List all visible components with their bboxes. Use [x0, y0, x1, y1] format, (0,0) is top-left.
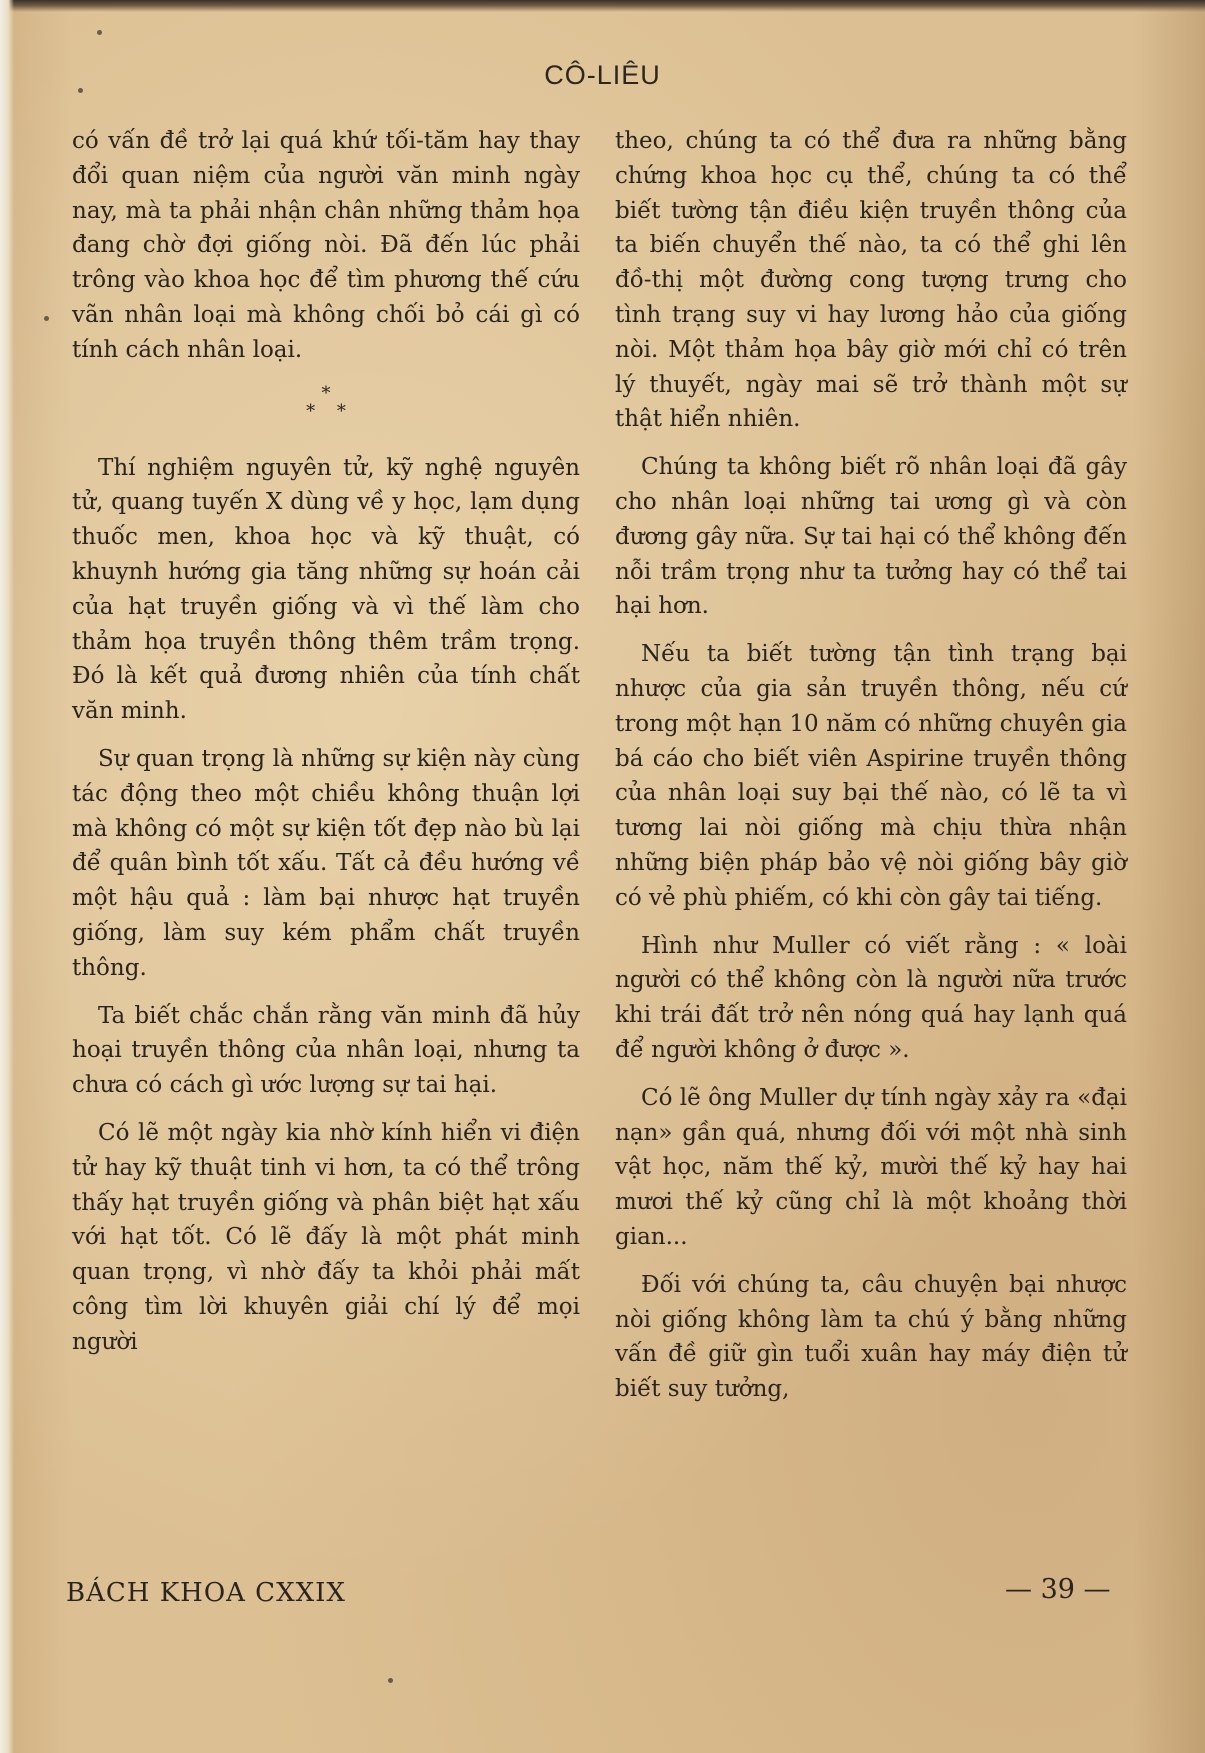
right-column: [615, 124, 1127, 1420]
section-title: CÔ-LIÊU: [544, 60, 661, 90]
paragraph: Thí nghiệm nguyên tử, kỹ nghệ nguyên tử, quang tuyến X dùng về y học, lạm dụng thuốc men, khoa học và kỹ thuật, có khuynh hướng gia tăng những sự hoán cải của hạt truyền giống và vì thế làm cho thảm họa truyền thông thêm trầm trọng. Đó là kết quả đương nhiên của tính chất văn minh.: [72, 454, 580, 725]
journal-footer: BÁCH KHOA CXXIX: [66, 1578, 346, 1608]
paragraph: Có lẽ ông Muller dự tính ngày xảy ra «đại nạn» gần quá, nhưng đối với một nhà sinh vật học, năm thế kỷ, mười thế kỷ hay hai mươi thế kỷ cũng chỉ là một khoảng thời gian...: [615, 1084, 1127, 1250]
separator-bottom: * *: [306, 400, 354, 422]
paragraph: Ta biết chắc chắn rằng văn minh đã hủy hoại truyền thông của nhân loại, nhưng ta chưa có cách gì ước lượng sự tai hại.: [72, 1002, 580, 1099]
paragraph: Chúng ta không biết rõ nhân loại đã gây cho nhân loại những tai ương gì và còn đương gây nữa. Sự tai hại có thể không đến nỗi trầm trọng như ta tưởng hay có thể tai hại hơn.: [615, 454, 1127, 620]
paragraph: có vấn đề trở lại quá khứ tối-tăm hay thay đổi quan niệm của người văn minh ngày nay, mà ta phải nhận chân những thảm họa đang chờ đợi giống nòi. Đã đến lúc phải trông vào khoa học để tìm phương thế cứu vãn nhân loại mà không chối bỏ cái gì có tính cách nhân loại.: [72, 128, 580, 363]
separator-top: *: [321, 382, 331, 404]
left-column: [72, 124, 580, 1373]
paper-speck: [388, 1678, 393, 1683]
paragraph: Đối với chúng ta, câu chuyện bại nhược nòi giống không làm ta chú ý bằng những vấn đề giữ gìn tuổi xuân hay máy điện tử biết suy tưởng,: [615, 1271, 1127, 1403]
page-left-edge: [0, 0, 14, 1753]
paragraph: Có lẽ một ngày kia nhờ kính hiển vi điện tử hay kỹ thuật tinh vi hơn, ta có thể trông thấy hạt truyền giống và phân biệt hạt xấu với hạt tốt. Có lẽ đấy là một phát minh quan trọng, vì nhờ đấy ta khỏi phải mất công tìm lời khuyên giải chí lý để mọi người: [72, 1119, 580, 1355]
running-header: [0, 60, 1205, 91]
paper-speck: [44, 316, 49, 321]
paragraph: Hình như Muller có viết rằng : « loài người có thể không còn là người nữa trước khi trái đất trở nên nóng quá hay lạnh quá để người không ở được ».: [615, 932, 1127, 1063]
paragraph: theo, chúng ta có thể đưa ra những bằng chứng khoa học cụ thể, chúng ta có thể biết tường tận điều kiện truyền thông của ta biến chuyển thế nào, ta có thể ghi lên đồ-thị một đường cong tượng trưng cho tình trạng suy vi hay lương hảo của giống nòi. Một thảm họa bây giờ mới chỉ có trên lý thuyết, ngày mai sẽ trở thành một sự thật hiển nhiên.: [615, 128, 1127, 433]
paragraph: Sự quan trọng là những sự kiện này cùng tác động theo một chiều không thuận lợi mà không có một sự kiện tốt đẹp nào bù lại để quân bình tốt xấu. Tất cả đều hướng về một hậu quả : làm bại nhược hạt truyền giống, làm suy kém phẩm chất truyền thông.: [72, 745, 580, 981]
page-number: — 39 —: [1005, 1574, 1111, 1605]
section-separator: [72, 381, 580, 451]
paragraph: Nếu ta biết tường tận tình trạng bại nhược của gia sản truyền thông, nếu cứ trong một hạn 10 năm có những chuyên gia bá cáo cho biết viên Aspirine truyền thông của nhân loại suy bại thế nào, có lẽ ta vì tương lai nòi giống mà chịu thừa nhận những biện pháp bảo vệ nòi giống bây giờ có vẻ phù phiếm, có khi còn gây tai tiếng.: [615, 641, 1127, 911]
page-top-edge: [0, 0, 1205, 12]
paper-speck: [97, 30, 102, 35]
